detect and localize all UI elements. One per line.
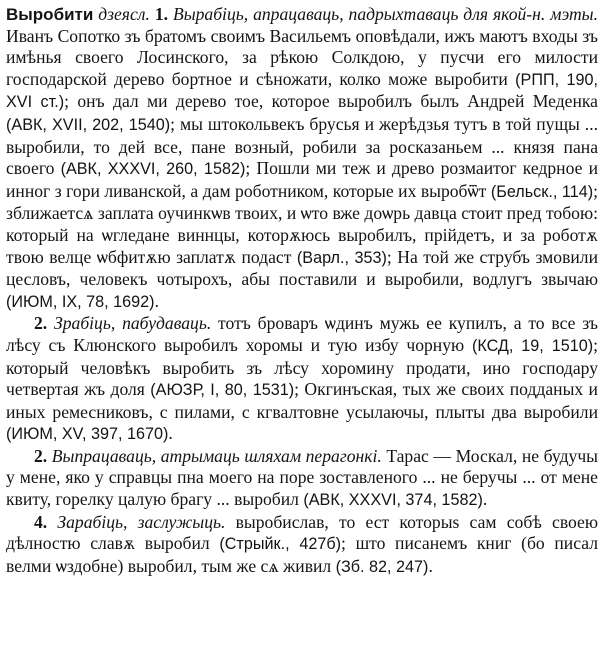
source-reference: (АВК, XVII, 202, 1540)	[6, 115, 171, 134]
quotation-text: Иванъ Сопотко зъ братомъ своимъ Васильемъ оповѣдали, ижъ маютъ входы зъ имѣнья своего Лосинского, за рѣкою Солкдою, у пусчи его милости господарской дерево бортное и сѣножати, колко може выробити	[6, 25, 598, 89]
quotation-text: ; онъ дал ми дерево тое, которое выробилъ былъ Андрей Меденка	[64, 91, 598, 112]
quotation-text: Тарас — Москал, не будучы у мене, яко у справцы пна моего на поре зоставленого ... не беручы ... от мене квиту, горелку цалую брагу ... выробил	[6, 445, 598, 510]
source-reference: (ИЮМ, XV, 397, 1670)	[6, 425, 169, 444]
quotation-text: ; Окгинъская, тых же своих подданых и иных ремесниковъ, с пилами, с кгвалтовне усылаючы, плыты два выробили	[6, 379, 598, 422]
source-reference: (КСД, 19, 1510)	[471, 336, 594, 355]
quotation-text: ; Пошли ми теж и древо розмаитог кедрное и инног з гори ливанской, а дам роботником, которые их выробѿт	[6, 158, 598, 201]
quotation-text: выробислав, то ест которыs сам собѣ своею дѣлностю славѫ выробил	[6, 511, 599, 554]
sense-definition: Зарабіць, заслужыць.	[57, 511, 226, 532]
quotation-text: .	[154, 290, 159, 311]
source-reference: (АВК, XXXVI, 260, 1582)	[60, 160, 246, 179]
source-reference: (Зб. 82, 247)	[335, 557, 429, 576]
sense-body	[6, 26, 598, 311]
sense-number: 2.	[34, 445, 48, 466]
source-reference: (ИЮМ, IX, 78, 1692)	[6, 292, 155, 311]
quotation-text: тотъ броваръ ѡдинъ мужь ее купилъ, а то все зъ лѣсу съ Клюнского выробилъ хоромы и тую избу чорную	[6, 313, 598, 355]
grammar-label: дзеясл.	[98, 4, 150, 24]
sense-4	[6, 512, 598, 579]
quotation-text: ; што писанемъ книг (бо писал велми ѡздобне) выробил, тым же сѧ живил	[6, 533, 598, 576]
source-reference: (Варл., 353)	[296, 248, 387, 267]
source-reference: (АЮЗР, I, 80, 1531)	[150, 381, 295, 400]
source-reference: (Бельск., 114)	[490, 182, 594, 201]
headword: Выробити	[6, 5, 94, 24]
sense-3	[6, 446, 598, 512]
sense-definition: Зрабіць, пабудаваць.	[54, 313, 212, 334]
source-reference: (РПП, 190, XVI ст.)	[6, 70, 598, 112]
source-reference: (Стрыйк., 427б)	[219, 535, 342, 554]
source-reference: (АВК, XXXVI, 374, 1582)	[303, 491, 483, 510]
sense-definition: Вырабіць, апрацаваць, падрыхтаваць для якой-н. мэты.	[172, 4, 598, 24]
quotation-text: .	[428, 555, 433, 576]
quotation-text: ; который человѣкъ выробить зъ лѣсу хоромину продати, ино господару четвертая жъ доля	[6, 334, 598, 400]
sense-2	[6, 313, 598, 446]
sense-number: 2.	[34, 313, 48, 334]
quotation-text: ; На той же струбъ змовили цесловъ, человекъ чотырохъ, абы поставили и выробили, водлугъ звычаю	[6, 246, 598, 290]
quotation-text: .	[168, 423, 173, 444]
quotation-text: .	[482, 489, 488, 510]
sense-number: 1.	[154, 4, 169, 24]
sense-1	[6, 4, 598, 313]
sense-definition: Выпрацаваць, атрымаць шляхам перагонкі.	[51, 445, 382, 466]
quotation-text: ; мы штокольвекъ брусья и жерѣдзья тутъ в той пущы ... выробили, то дей все, пане возный, робили за росказаньем ... князя пана своего	[6, 113, 598, 179]
sense-number: 4.	[34, 511, 48, 532]
quotation-text: ; зближаетсѧ заплата оучинкѡв твоих, и ѡто вже доѡрь давца стоит пред тобою: который на ѡгледане виннцы, которѫюсь выробилъ, прійдетъ, и за роботѫ твою велце ѡбфитѫю заплатѫ подаст	[6, 180, 598, 267]
